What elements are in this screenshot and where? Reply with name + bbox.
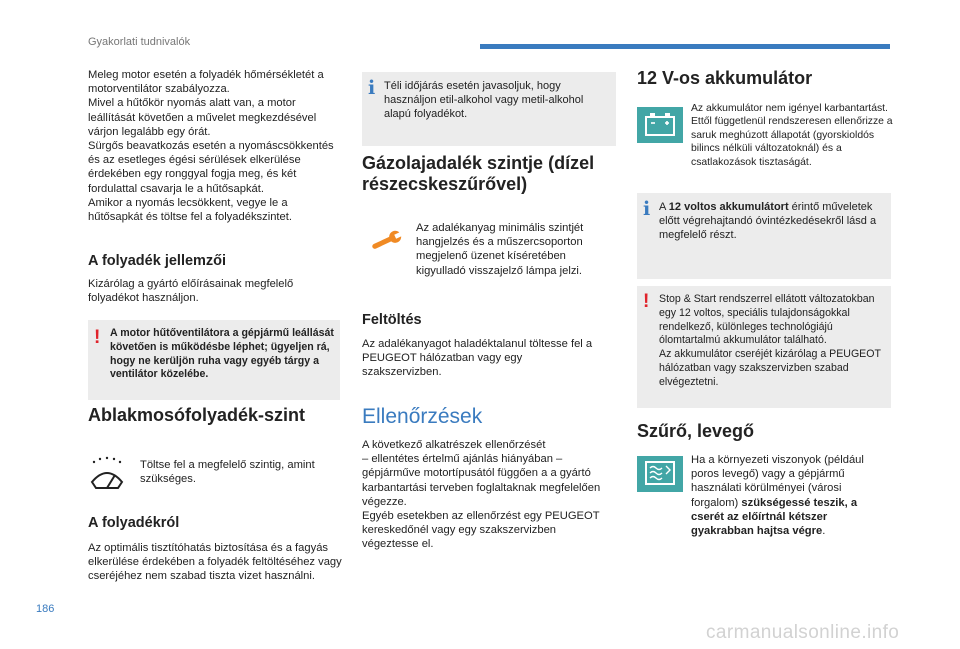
intro-paragraph: Mivel a hűtőkör nyomás alatt van, a motor leállítását követően a művelet megkezdésével várjon legalább egy órát.	[88, 97, 317, 138]
checks-line: A következő alkatrészek ellenőrzését	[362, 439, 546, 451]
battery-title: 12 V-os akkumulátor	[637, 68, 813, 88]
checks-line: Egyéb esetekben az ellenőrzést egy PEUGEOT kereskedőnél vagy egy szakszervizben végeztesse el.	[362, 510, 600, 551]
filter-icon	[637, 456, 683, 492]
refill-title: Feltöltés	[362, 312, 422, 328]
fan-warning-box	[88, 320, 340, 400]
checks-title: Ellenőrzések	[362, 405, 483, 428]
battery-info-text	[659, 200, 885, 243]
warning-mark: !	[94, 327, 101, 348]
checks-text	[362, 438, 602, 552]
stopstart-line: Az akkumulátor cseréjét kizárólag a PEUGEOT hálózatban vagy szakszervizben szabad elvégeztetni.	[659, 348, 881, 388]
fluid-text: Az optimális tisztítóhatás biztosítása és a fagyás elkerülése érdekében a folyadék feltöltéséhez vagy cseréjéhez nem szabad tiszta vizet használni.	[88, 542, 342, 583]
refill-text: Az adalékanyagot haladéktalanul töltesse fel a PEUGEOT hálózatban vagy egy szakszervizben.	[362, 338, 593, 379]
fluid-title: A folyadékról	[88, 515, 180, 531]
filter-post: .	[822, 525, 826, 538]
warning-mark: !	[643, 291, 650, 312]
coolant-text: Kizárólag a gyártó előírásainak megfelelő folyadékot használjon.	[88, 278, 294, 305]
winter-info-box	[362, 72, 616, 146]
filter-title: Szűrő, levegő	[637, 421, 755, 441]
battery-line: Az akkumulátor nem igényel karbantartást.	[691, 103, 888, 114]
info-mark: i	[643, 198, 651, 220]
stopstart-line: Stop & Start rendszerrel ellátott változatokban egy 12 voltos, speciális tulajdonságokkal rendelkező, különleges technológiájú ólomtartalmú akkumulátor található.	[659, 293, 875, 347]
washer-title: Ablakmosófolyadék-szint	[88, 405, 306, 425]
info-bold: 12 voltos akkumulátort	[668, 201, 789, 213]
filter-pre: Ha a környezeti viszonyok (például poros levegő) vagy a gépjármű használati körülményei (városi forgalom)	[691, 454, 864, 509]
section-header: Gyakorlati tudnivalók	[88, 36, 191, 48]
coolant-title: A folyadék jellemzői	[88, 253, 227, 269]
battery-line: Ettől függetlenül rendszeresen ellenőrizze a saruk meghúzott állapotát (gyorskioldós bilincs nélküli változatoknál) és a csatlakozások tisztaságát.	[691, 116, 893, 168]
battery-text	[691, 102, 893, 169]
filter-text	[691, 453, 891, 538]
coolant-intro	[88, 68, 344, 224]
info-post: érintő műveletek előtt végrehajtandó óvintézkedésekről lásd a megfelelő részt.	[659, 201, 877, 242]
header-bar	[480, 44, 890, 49]
diesel-title: Gázolajadalék szintje (dízel részecskeszűrővel)	[362, 153, 595, 194]
diesel-text: Az adalékanyag minimális szintjét hangjelzés és a műszercsoporton megjelenő üzenet kíséretében kigyulladó visszajelző lámpa jelzi.	[416, 222, 584, 277]
info-mark: i	[368, 77, 376, 99]
checks-line: – ellentétes értelmű ajánlás hiányában – gépjárműve motortípusától függően a a gyártó karbantartási terveben foglaltaknak megfelelően végezze.	[362, 453, 601, 508]
washer-icon	[88, 456, 126, 494]
winter-info-text: Téli időjárás esetén javasoljuk, hogy használjon etil-alkohol vagy metil-alkohol alapú folyadékot.	[384, 80, 584, 121]
intro-paragraph: Sürgős beavatkozás esetén a nyomáscsökkentés és az esetleges égési sérülések elkerülése érdekében egy ronggyal fogja meg, és két fordulattal csavarja le a hűtősapkát.	[88, 140, 334, 195]
fan-warning-text: A motor hűtőventilátora a gépjármű leállását követően is működésbe léphet; ügyeljen rá, hogy ne kerüljön ruha vagy egyéb tárgy a ventilátor közelébe.	[110, 327, 334, 381]
intro-paragraph: Meleg motor esetén a folyadék hőmérsékletét a motorventilátor szabályozza.	[88, 69, 324, 96]
page-number: 186	[36, 603, 55, 615]
intro-paragraph: Amikor a nyomás lecsökkent, vegye le a hűtősapkát és töltse fel a folyadékszintet.	[88, 196, 292, 224]
battery-info-box	[637, 193, 891, 279]
battery-icon	[637, 107, 683, 143]
stopstart-warning-box	[637, 286, 891, 408]
wrench-icon	[365, 226, 405, 256]
washer-text: Töltse fel a megfelelő szintig, amint szükséges.	[140, 459, 315, 486]
info-pre: A	[659, 201, 669, 213]
stopstart-warning-text	[659, 293, 885, 390]
watermark: carmanualsonline.info	[706, 622, 900, 643]
filter-bold: szükségessé teszik, a cserét az előírtnál kétszer gyakrabban hajtsa végre	[691, 496, 858, 538]
